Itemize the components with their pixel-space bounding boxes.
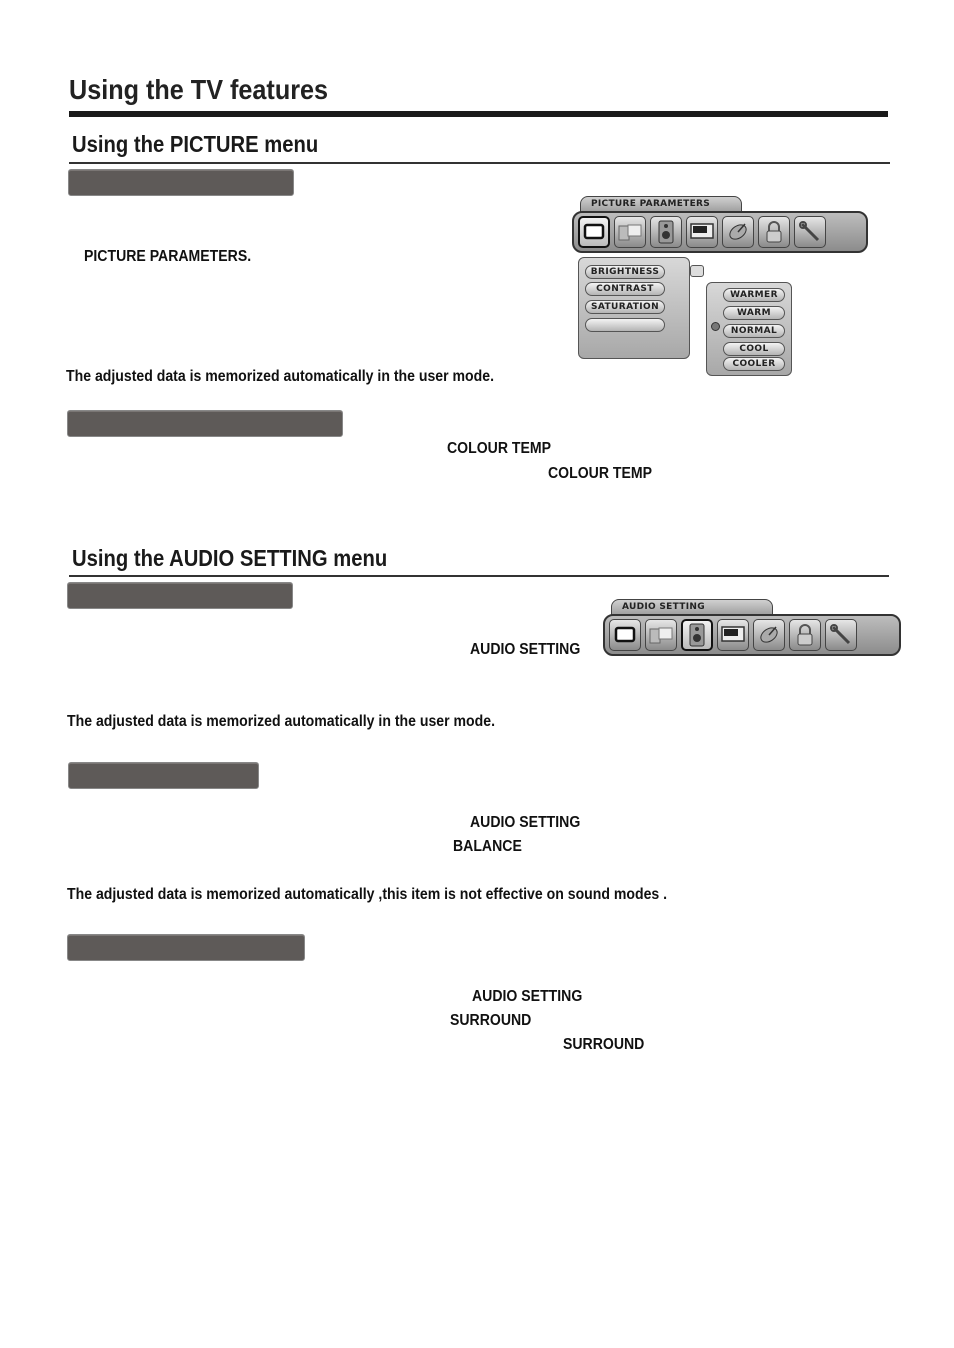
colour-temp-normal: NORMAL bbox=[723, 324, 785, 338]
audio-setting-text-3: AUDIO SETTING bbox=[472, 988, 583, 1005]
tools-icon bbox=[794, 216, 826, 248]
picture-menu-iconrow bbox=[572, 211, 868, 253]
colour-temp-cool: COOL bbox=[723, 342, 785, 356]
selection-dot bbox=[711, 322, 720, 331]
menu-item-contrast: CONTRAST bbox=[585, 282, 665, 296]
audio-menu-iconrow bbox=[603, 614, 901, 656]
expand-marker bbox=[690, 265, 704, 277]
section-bar-picture-2 bbox=[67, 410, 343, 437]
menu-item-blank bbox=[585, 318, 665, 332]
colour-temp-warm: WARM bbox=[723, 306, 785, 320]
picture-menu-graphic bbox=[572, 194, 872, 379]
screen-icon bbox=[686, 216, 718, 248]
audio-memorized-note: The adjusted data is memorized automatically in the user mode. bbox=[67, 713, 495, 730]
audio-menu-graphic bbox=[603, 598, 903, 662]
lock-icon bbox=[789, 619, 821, 651]
speaker-icon bbox=[681, 619, 713, 651]
page-title: Using the TV features bbox=[69, 74, 329, 105]
colour-temp-text-1: COLOUR TEMP bbox=[447, 440, 552, 457]
balance-note: The adjusted data is memorized automatically ,this item is not effective on sound modes . bbox=[67, 886, 668, 903]
section-bar-audio-3 bbox=[67, 934, 305, 961]
picture-memorized-note: The adjusted data is memorized automatically in the user mode. bbox=[66, 368, 494, 385]
audio-heading: Using the AUDIO SETTING menu bbox=[72, 545, 388, 571]
picture-heading-rule bbox=[69, 162, 890, 164]
picture-heading: Using the PICTURE menu bbox=[72, 131, 319, 157]
audio-menu-tab: AUDIO SETTING bbox=[611, 599, 773, 617]
section-bar-picture-1 bbox=[68, 169, 294, 196]
section-bar-audio-1 bbox=[67, 582, 293, 609]
menu-item-saturation: SATURATION bbox=[585, 300, 665, 314]
colour-temp-cooler: COOLER bbox=[723, 357, 785, 371]
audio-setting-text-1: AUDIO SETTING bbox=[470, 641, 581, 658]
surround-text-2: SURROUND bbox=[563, 1036, 645, 1053]
screen-icon bbox=[717, 619, 749, 651]
speaker-icon bbox=[650, 216, 682, 248]
picture-items-panel bbox=[578, 257, 690, 359]
title-rule bbox=[69, 111, 888, 117]
colour-temp-panel bbox=[706, 282, 792, 376]
satellite-icon bbox=[722, 216, 754, 248]
tv-icon bbox=[578, 216, 610, 248]
picture-menu-tab: PICTURE PARAMETERS bbox=[580, 196, 742, 214]
pc-icon bbox=[614, 216, 646, 248]
colour-temp-warmer: WARMER bbox=[723, 288, 785, 302]
pc-icon bbox=[645, 619, 677, 651]
section-bar-audio-2 bbox=[68, 762, 259, 789]
audio-setting-text-2: AUDIO SETTING bbox=[470, 814, 581, 831]
menu-item-brightness: BRIGHTNESS bbox=[585, 265, 665, 279]
satellite-icon bbox=[753, 619, 785, 651]
audio-heading-rule bbox=[69, 575, 889, 577]
colour-temp-text-2: COLOUR TEMP bbox=[548, 465, 653, 482]
surround-text-1: SURROUND bbox=[450, 1012, 532, 1029]
lock-icon bbox=[758, 216, 790, 248]
balance-text: BALANCE bbox=[453, 838, 522, 855]
tv-icon bbox=[609, 619, 641, 651]
tools-icon bbox=[825, 619, 857, 651]
picture-parameters-text: PICTURE PARAMETERS. bbox=[84, 248, 252, 265]
